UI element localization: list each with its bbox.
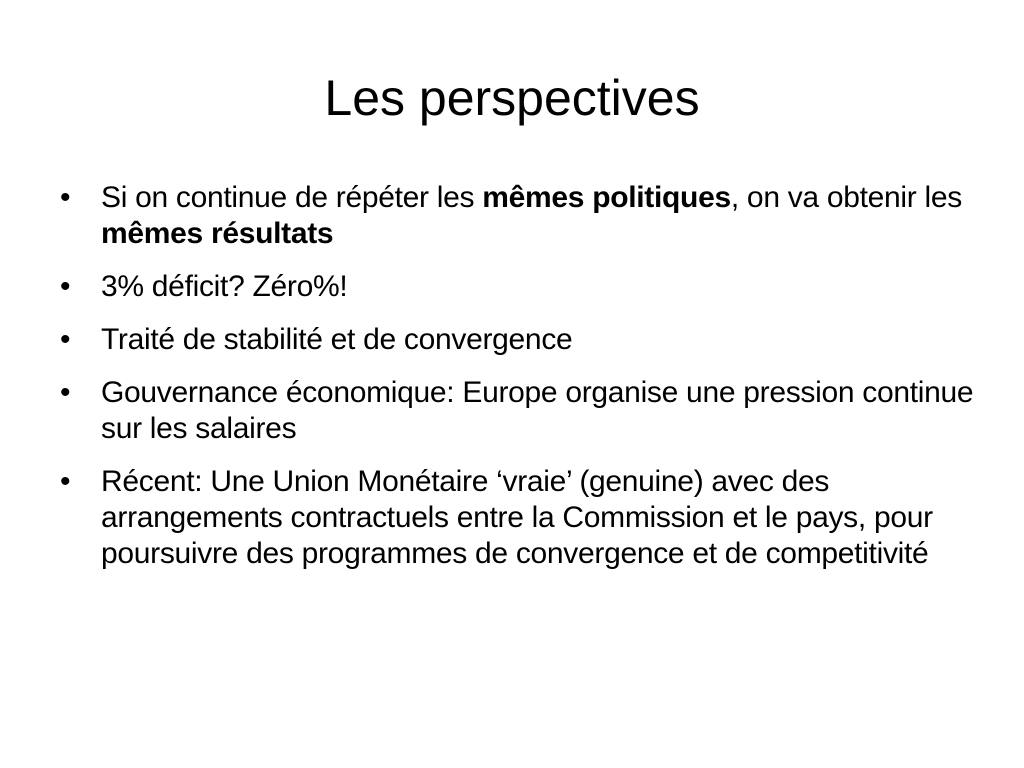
bullet-text: 3% déficit? Zéro%!	[101, 270, 348, 303]
bullet-icon: •	[60, 376, 71, 409]
bold-text: mêmes politiques	[482, 181, 731, 214]
bullet-item-traite	[58, 322, 978, 358]
bullet-icon: •	[60, 181, 71, 214]
slide-title: Les perspectives	[324, 70, 700, 126]
bullet-icon: •	[60, 465, 71, 498]
bullet-icon: •	[60, 323, 71, 356]
bullet-list	[58, 180, 978, 589]
bullet-icon: •	[60, 270, 71, 303]
bullet-item-recent	[58, 464, 978, 572]
bullet-text: Récent: Une Union Monétaire ‘vraie’ (genuine) avec des arrangements contractuels entre la Commission et le pays, pour poursuivre des programmes de convergence et de competitivité	[101, 465, 933, 570]
bullet-item-deficit	[58, 269, 978, 305]
bullet-text: , on va obtenir les	[730, 181, 962, 214]
bold-text: mêmes résultats	[101, 217, 334, 250]
bullet-text: Traité de stabilité et de convergence	[101, 323, 573, 356]
bullet-text: Si on continue de répéter les	[101, 181, 483, 214]
bullet-item-politiques	[58, 180, 978, 252]
bullet-text: Gouvernance économique: Europe organise une pression continue sur les salaires	[101, 376, 974, 445]
bullet-item-gouvernance	[58, 375, 978, 447]
